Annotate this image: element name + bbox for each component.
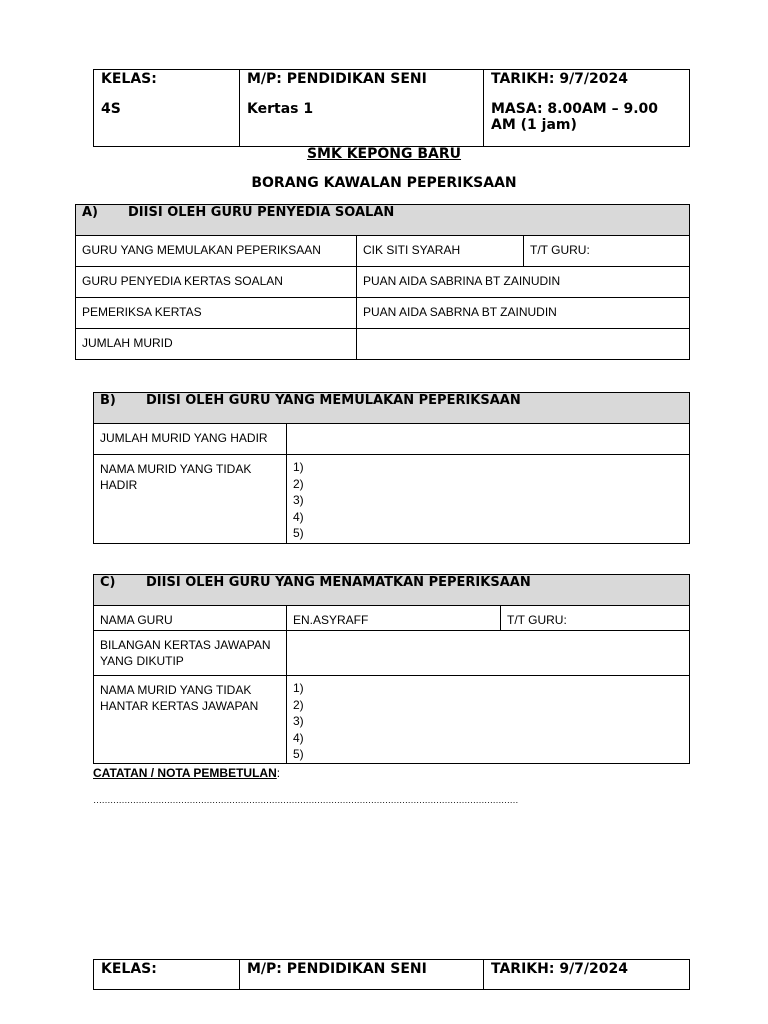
list-item: 1) bbox=[293, 460, 304, 474]
section-a-row1-value: CIK SITI SYARAH bbox=[357, 236, 524, 267]
section-c-letter: C) bbox=[100, 575, 116, 590]
footer-date: TARIKH: 9/7/2024 bbox=[484, 960, 690, 990]
list-item: 1) bbox=[293, 681, 304, 695]
section-a-row1-label: GURU YANG MEMULAKAN PEPERIKSAAN bbox=[76, 236, 357, 267]
catatan-line bbox=[93, 766, 280, 780]
list-item: 4) bbox=[293, 730, 304, 745]
kelas-cell bbox=[94, 70, 240, 147]
subject-cell bbox=[240, 70, 484, 147]
section-b-letter: B) bbox=[100, 393, 116, 408]
header-table bbox=[93, 69, 690, 147]
section-c-heading bbox=[94, 575, 690, 606]
section-a-row3-value: PUAN AIDA SABRNA BT ZAINUDIN bbox=[357, 298, 690, 329]
section-c-list bbox=[287, 676, 690, 764]
list-item: 2) bbox=[293, 476, 304, 491]
list-item: 4) bbox=[293, 509, 304, 524]
section-c-row1-label: NAMA GURU bbox=[94, 606, 287, 631]
footer-kelas: KELAS: bbox=[94, 960, 240, 990]
school-name: SMK KEPONG BARU bbox=[306, 146, 462, 162]
date-cell bbox=[484, 70, 690, 147]
section-c-row1-sign: T/T GURU: bbox=[501, 606, 690, 631]
section-a-row3-label: PEMERIKSA KERTAS bbox=[76, 298, 357, 329]
section-a-title: DIISI OLEH GURU PENYEDIA SOALAN bbox=[128, 205, 395, 220]
section-c-table bbox=[93, 574, 690, 764]
section-a-row4-value bbox=[357, 329, 690, 360]
list-item: 3) bbox=[293, 714, 304, 728]
form-title: BORANG KAWALAN PEPERIKSAAN bbox=[251, 175, 517, 191]
footer-subject: M/P: PENDIDIKAN SENI bbox=[240, 960, 484, 990]
section-b-heading bbox=[94, 393, 690, 424]
section-b-title: DIISI OLEH GURU YANG MEMULAKAN PEPERIKSAAN bbox=[146, 393, 521, 408]
date-label: TARIKH: 9/7/2024 bbox=[491, 71, 628, 87]
section-a-row4-label: JUMLAH MURID bbox=[76, 329, 357, 360]
section-b-list bbox=[287, 455, 690, 544]
section-b-row1-value bbox=[287, 424, 690, 455]
list-item: 3) bbox=[293, 493, 304, 507]
section-a-row1-sign: T/T GURU: bbox=[524, 236, 690, 267]
section-a-heading bbox=[76, 205, 690, 236]
catatan-label: CATATAN / NOTA PEMBETULAN bbox=[93, 766, 277, 780]
section-c-row3-label: NAMA MURID YANG TIDAK HANTAR KERTAS JAWAPAN bbox=[94, 676, 287, 764]
section-a-row2-value: PUAN AIDA SABRINA BT ZAINUDIN bbox=[357, 267, 690, 298]
time-label: MASA: 8.00AM – 9.00 AM (1 jam) bbox=[491, 101, 659, 133]
section-c-row2-value bbox=[287, 631, 690, 676]
section-b-row1-label: JUMLAH MURID YANG HADIR bbox=[94, 424, 287, 455]
footer-table bbox=[93, 959, 690, 990]
list-item: 5) bbox=[293, 747, 304, 761]
kelas-value: 4S bbox=[101, 101, 121, 117]
paper-label: Kertas 1 bbox=[247, 101, 314, 117]
catatan-colon: : bbox=[276, 766, 281, 780]
section-a-table bbox=[75, 204, 690, 360]
section-b-row2-label: NAMA MURID YANG TIDAK HADIR bbox=[94, 455, 287, 544]
section-a-row2-label: GURU PENYEDIA KERTAS SOALAN bbox=[76, 267, 357, 298]
subject-label: M/P: PENDIDIKAN SENI bbox=[247, 71, 427, 87]
section-c-title: DIISI OLEH GURU YANG MENAMATKAN PEPERIKSAAN bbox=[146, 575, 531, 590]
list-item: 5) bbox=[293, 526, 304, 540]
section-b-table bbox=[93, 392, 690, 544]
catatan-dots: …………………………………………………………………………………………………………………………………… bbox=[93, 795, 518, 805]
section-c-row1-value: EN.ASYRAFF bbox=[287, 606, 501, 631]
list-item: 2) bbox=[293, 697, 304, 712]
section-a-letter: A) bbox=[82, 205, 99, 220]
kelas-label: KELAS: bbox=[101, 71, 157, 87]
section-c-row2-label: BILANGAN KERTAS JAWAPAN YANG DIKUTIP bbox=[94, 631, 287, 676]
